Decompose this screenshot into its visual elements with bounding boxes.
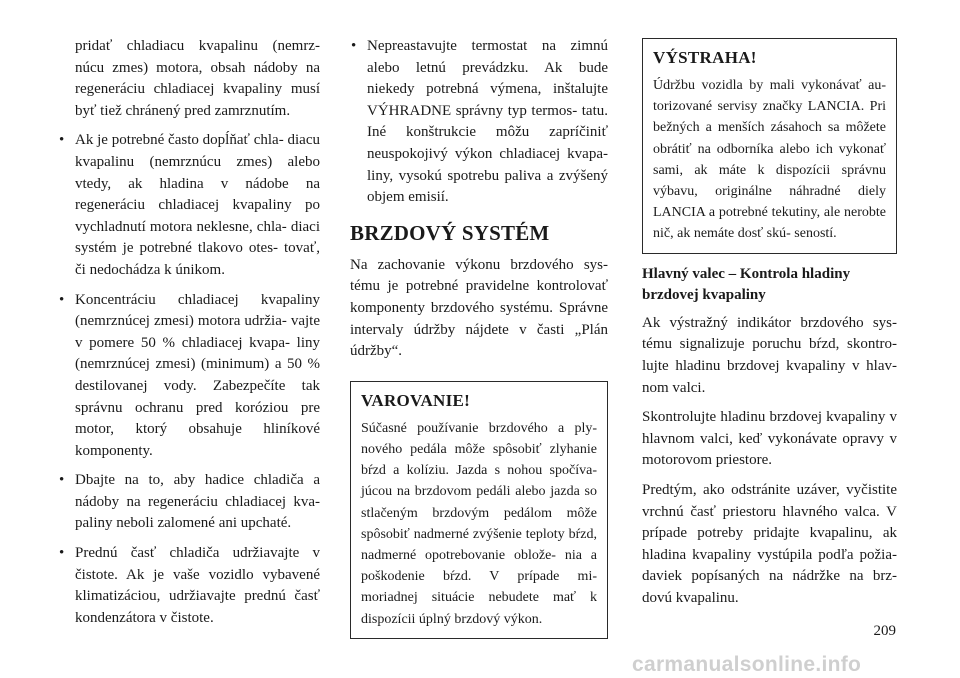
warning-title: VAROVANIE! — [361, 390, 471, 410]
section-title-brake-system: BRZDOVÝ SYSTÉM — [350, 220, 550, 245]
subheading-master-cylinder: Hlavný valec – Kontrola hladiny brzdovej kvapaliny — [642, 265, 851, 304]
thermostat-bullet-list — [350, 36, 608, 209]
brake-intro-paragraph: Na zachovanie výkonu brzdového sys- tému je potrebné pravidelne kontrolovať komponenty brzdového systému. Správne intervaly údržby nájdete v časti „Plán údržby“. — [350, 256, 608, 360]
column-middle — [350, 36, 608, 649]
column-left — [58, 36, 320, 637]
caution-box — [642, 38, 897, 254]
column-right — [642, 36, 897, 618]
watermark: carmanualsonline.info — [632, 653, 862, 676]
continued-paragraph: pridať chladiacu kvapalinu (nemrz- núcu zmes) motora, obsah nádoby na regeneráciu chladiacej kvapaliny musí byť tiež chránený pred zamrznutím. — [75, 38, 320, 119]
coolant-bullet-list — [58, 130, 320, 629]
bullet-item: • Koncentráciu chladiacej kvapaliny (nemrznúcej zmesi) motora udržia- vajte v pomere 50 % chladiacej kvapa- liny (nemrznúcej zmesi) (minimum) a 50 % destilovanej vody. Zabezpečíte tak správnu ochranu pred koróziou pre motor, ktorý obsahuje hliníkové komponenty. — [58, 290, 320, 463]
bullet-item: • Dbajte na to, aby hadice chladiča a nádoby na regeneráciu chladiacej kva- paliny neboli zalomené ani upchaté. — [58, 470, 320, 535]
brake-fluid-paragraph: Predtým, ako odstránite uzáver, vyčistite vrchnú časť priestoru hlavného valca. V prípade potreby pridajte kvapalinu, ak hladina kvapaliny vystúpila podľa požia- daviek popísaných na nádržke na brz- dovú kvapalinu. — [642, 481, 897, 606]
brake-fluid-paragraph: Ak výstražný indikátor brzdového sys- tému signalizuje poruchu bŕzd, skontro- lujte hladinu brzdovej kvapaliny v hlav- nom valci. — [642, 314, 897, 396]
page-number: 209 — [873, 623, 896, 639]
caution-text: Údržbu vozidla by mali vykonávať au- torizované servisy značky LANCIA. Pri bežných a menších zásahoch sa môžete obrátiť na odborníka alebo ich vykonať sami, ak máte k dispozícii správnu výbavu, originálne náhradné diely LANCIA a potrebné tekutiny, ale nerobte nič, ak nemáte dosť skú- seností. — [653, 78, 886, 242]
bullet-item: • Ak je potrebné často dopĺňať chla- diacu kvapalinu (nemrznúcu zmes) alebo vtedy, ak hladina v nádobe na regeneráciu chladiacej kvapaliny po vychladnutí motora neklesne, chla- diaci systém je potrebné tlakovo otes- tovať, či nedochádza k únikom. — [58, 130, 320, 281]
bullet-item: • Prednú časť chladiča udržiavajte v čistote. Ak je vaše vozidlo vybavené klimatizáciou, udržiavajte prednú časť kondenzátora v čistote. — [58, 543, 320, 629]
bullet-item: • Nepreastavujte termostat na zimnú alebo letnú prevádzku. Ak bude niekedy potrebná výmena, inštalujte VÝHRADNE správny typ termos- tatu. Iné konštrukcie môžu zapríčiniť neuspokojivý výkon chladiacej kvapa- liny, vysokú spotrebu paliva a zvýšený objem emisií. — [350, 36, 608, 209]
brake-fluid-paragraph: Skontrolujte hladinu brzdovej kvapaliny v hlavnom valci, keď vykonávate opravy v motorovom priestore. — [642, 409, 897, 469]
warning-box — [350, 381, 608, 639]
warning-text: Súčasné používanie brzdového a ply- nového pedála môže spôsobiť zlyhanie bŕzd a kolíziu. Jazda s nohou spočíva- júcou na brzdovom pedáli alebo jazda so stlačeným brzdovým pedálom môže spôsobiť nadmerné zvýšenie teploty bŕzd, nadmerné opotrebovanie oblože- nia a poškodenie bŕzd. V prípade mi- moriadnej situácie nebudete mať k dispozícii úplný brzdový výkon. — [361, 420, 597, 627]
caution-title: VÝSTRAHA! — [653, 48, 757, 67]
